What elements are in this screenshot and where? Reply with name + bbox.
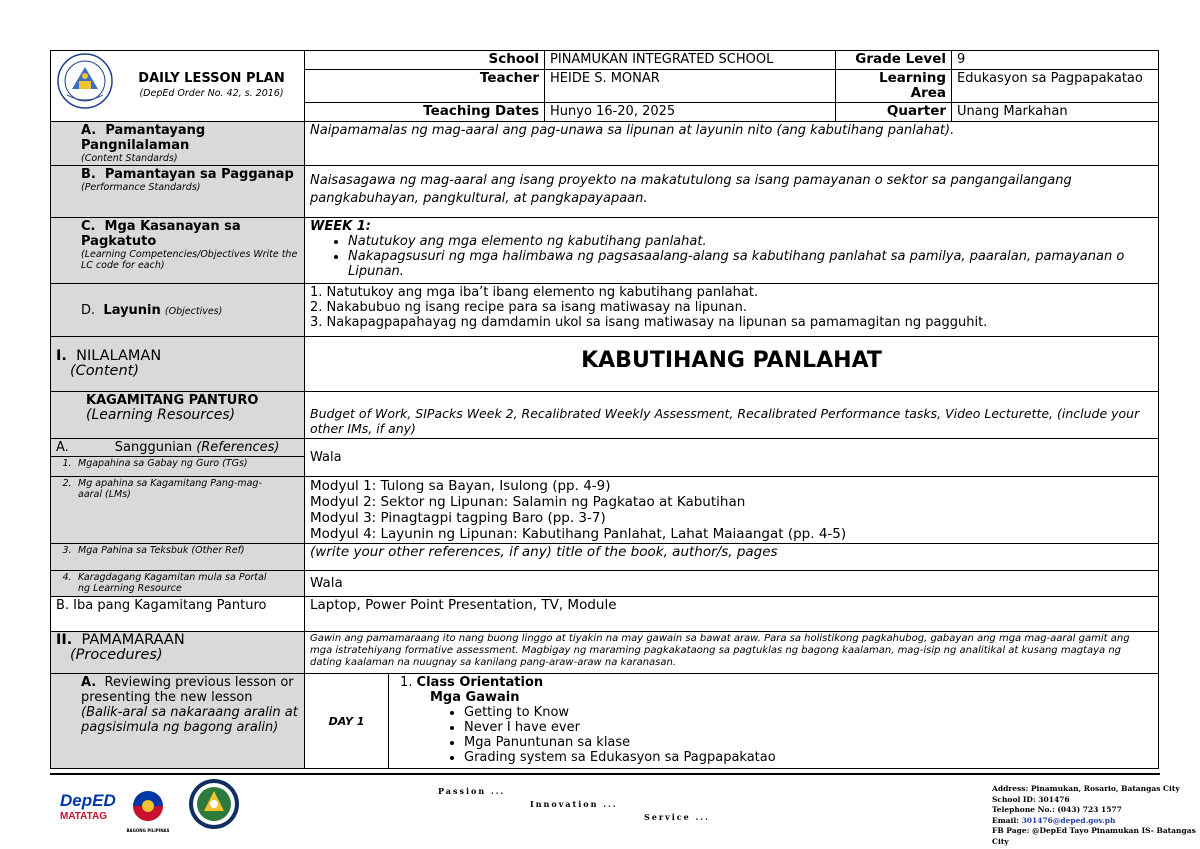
quarter-value: Unang Markahan — [952, 103, 1159, 122]
ref-tg-value: Wala — [305, 439, 1159, 477]
learning-area-value: Edukasyon sa Pagpapakatao — [952, 70, 1159, 103]
teacher-label: Teacher — [305, 70, 545, 103]
ref-portal-label: 4. Karagdagang Kagamitan mula sa Portal ng Learning Resource — [51, 571, 305, 597]
list-item: Modyul 1: Tulong sa Bayan, Isulong (pp. 4-9) — [310, 478, 611, 494]
day-1-activities: 1. Class Orientation Mga Gawain • Getting to Know • Never I have ever • Mga Panuntunan sa klase • Grading system sa Edukasyon sa Pagpapakatao — [389, 674, 1159, 769]
list-item: • Getting to Know — [464, 705, 1153, 720]
performance-standards-label: B. Pamantayan sa Pagganap (Performance Standards) — [51, 166, 305, 218]
list-item: 3. Nakapagpapahayag ng damdamin ukol sa isang matiwasay na lipunan sa pamamagitan ng pagguhit. — [310, 315, 988, 330]
grade-level-label: Grade Level — [836, 51, 952, 70]
plan-title: DAILY LESSON PLAN — [138, 71, 285, 86]
list-item: • Never I have ever — [464, 720, 1153, 735]
quarter-label: Quarter — [836, 103, 952, 122]
other-materials-label: B. Iba pang Kagamitang Panturo — [51, 597, 305, 632]
teaching-dates-label: Teaching Dates — [305, 103, 545, 122]
ref-lm-label: 2. Mg apahina sa Kagamitang Pang-mag-aaral (LMs) — [51, 477, 305, 544]
activity-subheading: Mga Gawain — [430, 690, 520, 705]
ref-textbook-label: 3. Mga Pahina sa Teksbuk (Other Ref) — [51, 544, 305, 571]
competencies-text — [305, 218, 1159, 284]
day-1-label: DAY 1 — [305, 674, 389, 769]
list-item: 2. Nakabubuo ng isang recipe para sa isang matiwasay na lipunan. — [310, 300, 747, 315]
list-item: • Grading system sa Edukasyon sa Pagpapakatao — [464, 750, 1153, 765]
content-standards-label: A. Pamantayang Pangnilalaman (Content Standards) — [51, 122, 305, 166]
motto-passion: Passion ... — [438, 786, 506, 796]
content-standards-text: Naipamamalas ng mag-aaral ang pag-unawa sa lipunan at layunin nito (ang kabutihang panlahat). — [305, 122, 1159, 166]
references-label: A. Sanggunian (References) — [51, 439, 305, 457]
performance-standards-text: Naisasagawa ng mag-aaral ang isang proyekto na makatutulong sa isang pamayanan o sektor sa pangangailangang pangkabuhayan, pangkultural, at pangkapayapaan. — [305, 166, 1159, 218]
other-materials-value: Laptop, Power Point Presentation, TV, Module — [305, 597, 1159, 632]
competencies-label: C. Mga Kasanayan sa Pagkatuto (Learning Competencies/Objectives Write the LC code for each) — [51, 218, 305, 284]
teaching-dates-value: Hunyo 16-20, 2025 — [545, 103, 836, 122]
review-label: A. Reviewing previous lesson or presenting the new lesson (Balik-aral sa nakaraang aralin at pagsisimula ng bagong aralin) — [51, 674, 305, 769]
bagong-pilipinas-logo: BAGONG PILIPINAS — [122, 788, 174, 832]
list-item: Modyul 2: Sektor ng Lipunan: Salamin ng Pagkatao at Kabutihan — [310, 494, 746, 510]
objectives-label: D. Layunin (Objectives) — [51, 284, 305, 337]
deped-seal-icon — [57, 53, 113, 109]
procedures-label: II. PAMAMARAAN (Procedures) — [51, 632, 305, 674]
lesson-plan-table — [50, 50, 1159, 769]
list-item: • Nakapagsusuri ng mga halimbawa ng pagsasaalang-alang sa kabutihang panlahat sa pamilya, paaralan, pamayanan o Lipunan. — [348, 249, 1153, 279]
school-value: PINAMUKAN INTEGRATED SCHOOL — [545, 51, 836, 70]
plan-subtitle: (DepEd Order No. 42, s. 2016) — [139, 88, 284, 99]
activity-heading: Class Orientation — [416, 675, 544, 690]
ref-tg-label: 1. Mgapahina sa Gabay ng Guro (TGs) — [51, 457, 305, 477]
address: Address: Pinamukan, Rosario, Batangas City — [992, 784, 1180, 793]
email-link[interactable]: 301476@deped.gov.ph — [1021, 815, 1116, 825]
deped-logo: DepED MATATAG — [60, 791, 116, 822]
procedures-text: Gawin ang pamamaraang ito nang buong linggo at tiyakin na may gawain sa bawat araw. Para sa holistikong pagkahubog, gabayan ang mga mag-aaral gamit ang mga istratehiyang formative assessment. Magbigay ng maraming pagkakataong sa pagtuklas ng bagong kaalaman, mag-isip ng analitikal at kusang magtaya ng dating kaalaman na nuugnay sa kanilang pang-araw-araw na karanasan. — [305, 632, 1159, 674]
motto-service: Service ... — [644, 812, 710, 822]
learning-area-label: Learning Area — [836, 70, 952, 103]
grade-level-value: 9 — [952, 51, 1159, 70]
content-label: I. NILALAMAN (Content) — [51, 337, 305, 392]
motto-innovation: Innovation ... — [530, 799, 618, 809]
ref-portal-value: Wala — [305, 571, 1159, 597]
resources-text: Budget of Work, SIPacks Week 2, Recalibrated Weekly Assessment, Recalibrated Performance tasks, Video Lecturette, (include your other IMs, if any) — [305, 392, 1159, 439]
list-item: • Natutukoy ang mga elemento ng kabutihang panlahat. — [348, 234, 1153, 249]
fb-page: FB Page: @DepEd Tayo Pinamukan IS- Batangas City — [992, 826, 1196, 846]
week-label: WEEK 1: — [310, 219, 371, 234]
school-id: School ID: 301476 — [992, 794, 1070, 804]
list-item: • Mga Panuntunan sa klase — [464, 735, 1153, 750]
objectives-text — [305, 284, 1159, 337]
resources-label: KAGAMITANG PANTURO (Learning Resources) — [51, 392, 305, 439]
list-item: Modyul 4: Layunin ng Lipunan: Kabutihang Panlahat, Lahat Maiaangat (pp. 4-5) — [310, 526, 847, 542]
school-contact-info: Address: Pinamukan, Rosario, Batangas City School ID: 301476 Telephone No.: (043) 723 1577 Email: 301476@deped.gov.ph FB Page: @DepEd Tayo Pinamukan IS- Batangas City — [992, 784, 1200, 847]
telephone: Telephone No.: (043) 723 1577 — [992, 805, 1122, 814]
ref-textbook-value: (write your other references, if any) title of the book, author/s, pages — [305, 544, 1159, 571]
school-label: School — [305, 51, 545, 70]
bagong-pilipinas-icon — [122, 788, 174, 824]
topic-title: KABUTIHANG PANLAHAT — [305, 337, 1159, 392]
school-seal-icon — [188, 778, 240, 830]
list-item: Modyul 3: Pinagtagpi tagping Baro (pp. 3-7) — [310, 510, 606, 526]
footer-divider — [50, 773, 1160, 775]
ref-lm-value — [305, 477, 1159, 544]
header-logo-cell — [51, 51, 305, 122]
teacher-value: HEIDE S. MONAR — [545, 70, 836, 103]
list-item: 1. Natutukoy ang mga iba’t ibang elemento ng kabutihang panlahat. — [310, 285, 759, 300]
